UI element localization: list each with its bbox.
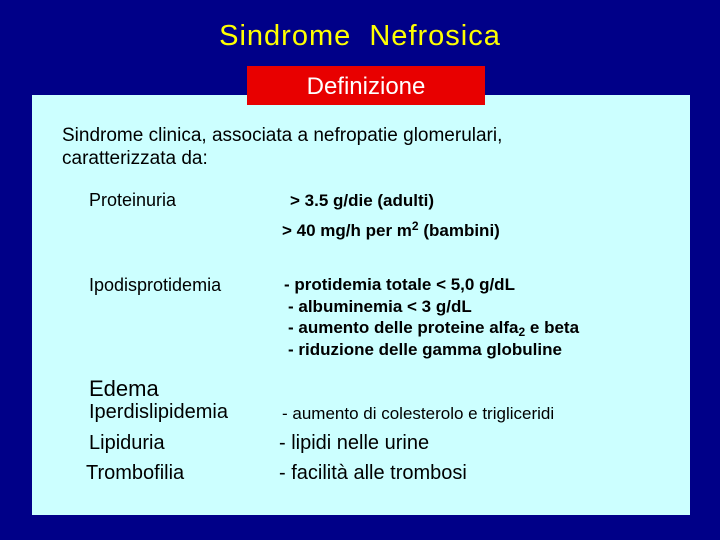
slide-title: Sindrome Nefrosica [219, 20, 501, 52]
ipodisprotidemia-label: Ipodisprotidemia [89, 275, 222, 295]
lipiduria-value: - lipidi nelle urine [279, 432, 430, 454]
ipodisprotidemia-item-1: - protidemia totale < 5,0 g/dL [284, 275, 515, 294]
intro-line-1: Sindrome clinica, associata a nefropatie glomerulari, [62, 125, 503, 146]
trombofilia-label: Trombofilia [86, 462, 185, 484]
proteinuria-label: Proteinuria [89, 190, 177, 210]
ipodisprotidemia-item-3: - aumento delle proteine alfa$_2$ e beta [288, 318, 580, 339]
proteinuria-value-adults: > 3.5 g/die (adulti) [290, 191, 435, 210]
proteinuria-value-children: > 40 mg/h per $m^2$ (bambini) [282, 219, 500, 240]
lipiduria-label: Lipiduria [89, 432, 165, 454]
definizione-badge: Definizione [247, 66, 485, 105]
ipodisprotidemia-item-4: - riduzione delle gamma globuline [288, 340, 562, 359]
content-panel [32, 95, 690, 515]
iperdislipidemia-value: - aumento di colesterolo e trigliceridi [282, 404, 555, 423]
iperdislipidemia-label: Iperdislipidemia [89, 401, 228, 423]
trombofilia-value: - facilità alle trombosi [279, 462, 467, 484]
edema-label: Edema [89, 376, 159, 401]
intro-line-2: caratterizzata da: [62, 148, 208, 169]
ipodisprotidemia-item-2: - albuminemia < 3 g/dL [288, 297, 472, 316]
